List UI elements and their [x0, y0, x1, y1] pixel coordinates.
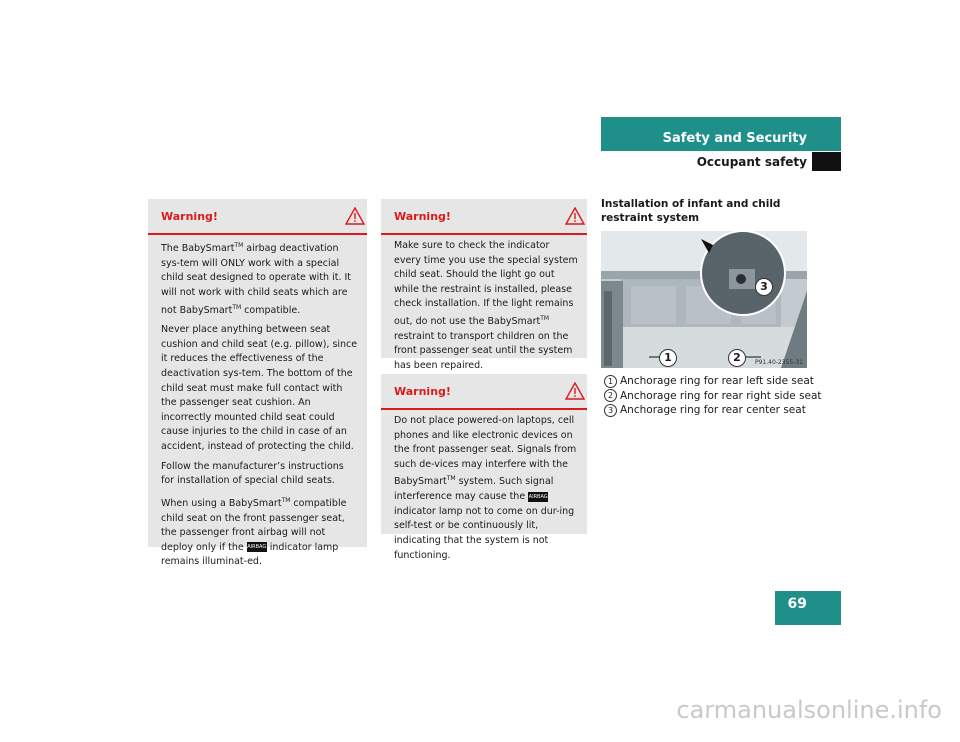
- subsection-marker: [812, 152, 841, 171]
- warning-body: [156, 235, 359, 570]
- legend-number: 1: [604, 375, 617, 388]
- legend-number: 3: [604, 404, 617, 417]
- callout-3: 3: [755, 278, 773, 296]
- callout-2: 2: [728, 349, 746, 367]
- section-header: Safety and Security: [601, 117, 841, 151]
- warning-header: [381, 199, 587, 235]
- callout-1: 1: [659, 349, 677, 367]
- warning-title: Warning!: [394, 209, 451, 223]
- warning-box-electronic-devices: [381, 374, 587, 561]
- figure-code: P91.40-2355-31: [754, 359, 803, 366]
- warning-title: Warning!: [394, 384, 451, 398]
- subsection-title: Occupant safety: [696, 155, 807, 169]
- warning-box-indicator-check: [381, 199, 587, 371]
- legend-item: [604, 403, 834, 418]
- watermark: carmanualsonline.info: [676, 696, 942, 724]
- section-title: Installation of infant and child restraint system: [601, 198, 781, 224]
- legend-number: 2: [604, 389, 617, 402]
- warning-body: [389, 410, 579, 563]
- airbag-indicator-icon: AIRBAG: [247, 544, 267, 551]
- warning-paragraph: Never place anything between seat cushion and child seat (e.g. pillow), since it reduces the effectiveness of the deactivation sys-tem. The bottom of the child seat must make full contact with the passenger seat cushion. An incorrectly mounted child seat could cause injuries to the child in case of an accident, instead of protecting the child.: [161, 324, 358, 453]
- warning-paragraph: Make sure to check the indicator every time you use the special system child seat. Should the light go out while the restraint is installed, please check installation. If the light remains out, do not use the BabySmart™ restraint to transport children on the front passenger seat until the system has been repaired.: [394, 240, 578, 371]
- warning-title: Warning!: [161, 209, 218, 223]
- legend-text: Anchorage ring for rear left side seat: [620, 375, 814, 387]
- airbag-indicator-icon: AIRBAG: [528, 493, 548, 500]
- figure-legend: [604, 374, 834, 418]
- warning-triangle-icon: [345, 207, 365, 225]
- warning-paragraph: Do not place powered-on laptops, cell phones and like electronic devices on the front passenger seat. Signals from such de-vices may interfere with the BabySmart™ system. Such signal interference may cause the AIRBAG indicator lamp not to come on dur-ing self-test or be continuously lit, indicating that the system is not functioning.: [394, 415, 577, 561]
- legend-text: Anchorage ring for rear center seat: [620, 404, 806, 416]
- warning-paragraph: The BabySmart™ airbag deactivation sys-tem will ONLY work with a special child seat designed to operate with it. It will not work with child seats which are not BabySmart™ compatible.: [161, 242, 352, 316]
- legend-item: [604, 374, 834, 389]
- warning-triangle-icon: [565, 382, 585, 400]
- anchorage-ring-photo: [601, 231, 807, 368]
- legend-text: Anchorage ring for rear right side seat: [620, 389, 822, 402]
- warning-paragraph: When using a BabySmart™ compatible child seat on the front passenger seat, the passenger front airbag will not deploy only if the AIRBAG indicator lamp remains illuminat-ed.: [161, 496, 347, 568]
- legend-item: [604, 389, 834, 404]
- vehicle-interior-illustration: [601, 231, 807, 368]
- page-number: 69: [775, 591, 841, 625]
- warning-paragraph: Follow the manufacturer’s instructions for installation of special child seats.: [161, 460, 344, 487]
- warning-header: [148, 199, 367, 235]
- warning-header: [381, 374, 587, 410]
- warning-box-airbag-deactivation: [148, 199, 367, 568]
- warning-triangle-icon: [565, 207, 585, 225]
- warning-body: [389, 235, 579, 374]
